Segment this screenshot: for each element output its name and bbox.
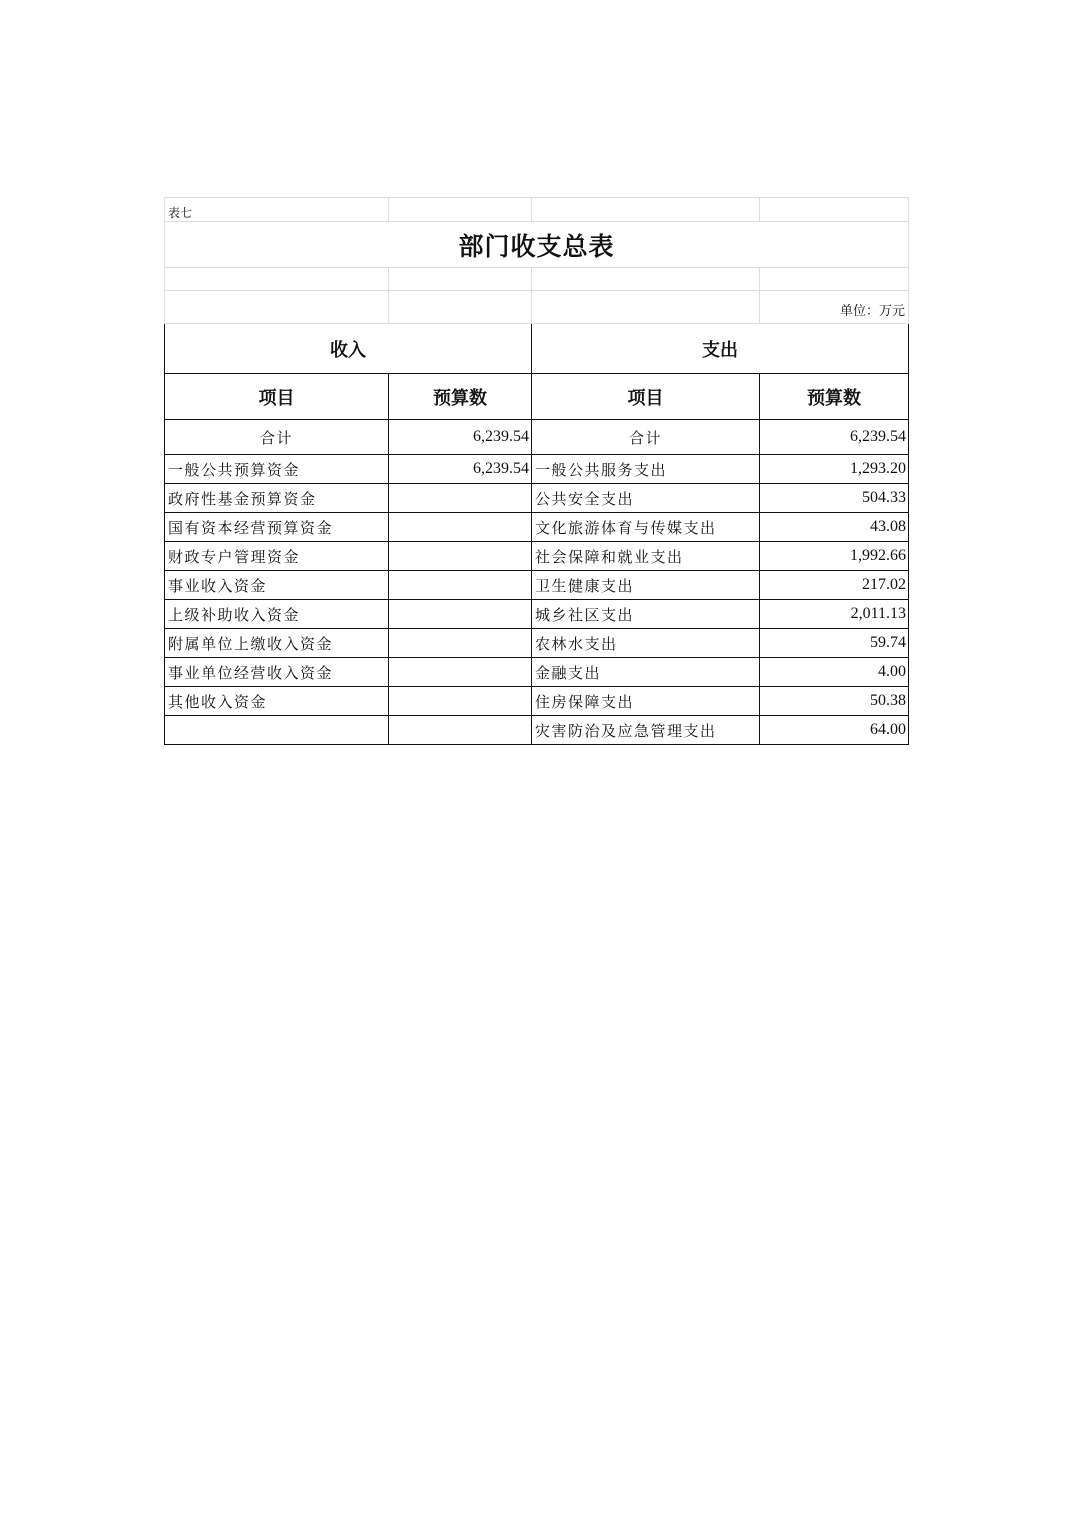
empty-cell [760,268,909,291]
income-item: 政府性基金预算资金 [165,484,389,513]
income-item: 上级补助收入资金 [165,600,389,629]
expense-total-label: 合计 [532,420,760,455]
income-item-header: 项目 [165,374,389,420]
unit-label: 单位：万元 [760,291,909,324]
table-row [165,687,909,716]
income-item: 国有资本经营预算资金 [165,513,389,542]
empty-cell [532,198,760,222]
expense-value: 2,011.13 [760,600,909,629]
expense-value: 1,293.20 [760,455,909,484]
empty-cell [389,291,532,324]
income-item: 一般公共预算资金 [165,455,389,484]
table-number: 表七 [165,198,389,222]
budget-sheet [164,197,908,745]
expense-value: 504.33 [760,484,909,513]
table-row [165,513,909,542]
income-item: 附属单位上缴收入资金 [165,629,389,658]
income-expense-table [164,197,909,745]
income-value [389,542,532,571]
expense-group-header: 支出 [532,324,909,374]
income-value [389,629,532,658]
income-budget-header: 预算数 [389,374,532,420]
expense-item: 一般公共服务支出 [532,455,760,484]
expense-item: 金融支出 [532,658,760,687]
expense-value: 4.00 [760,658,909,687]
expense-value: 64.00 [760,716,909,745]
income-value [389,600,532,629]
table-row [165,571,909,600]
expense-value: 217.02 [760,571,909,600]
income-value [389,513,532,542]
expense-item: 农林水支出 [532,629,760,658]
empty-cell [532,268,760,291]
expense-item: 灾害防治及应急管理支出 [532,716,760,745]
income-value [389,658,532,687]
table-row [165,455,909,484]
expense-item: 卫生健康支出 [532,571,760,600]
expense-total-value: 6,239.54 [760,420,909,455]
empty-cell [165,291,389,324]
expense-item: 城乡社区支出 [532,600,760,629]
income-item: 其他收入资金 [165,687,389,716]
expense-item: 社会保障和就业支出 [532,542,760,571]
expense-item: 住房保障支出 [532,687,760,716]
expense-item-header: 项目 [532,374,760,420]
empty-cell [389,198,532,222]
income-group-header: 收入 [165,324,532,374]
page-title: 部门收支总表 [165,222,909,268]
income-value [389,716,532,745]
expense-budget-header: 预算数 [760,374,909,420]
expense-value: 59.74 [760,629,909,658]
income-item: 事业收入资金 [165,571,389,600]
income-item: 事业单位经营收入资金 [165,658,389,687]
expense-item: 公共安全支出 [532,484,760,513]
expense-value: 1,992.66 [760,542,909,571]
income-value: 6,239.54 [389,455,532,484]
income-value [389,571,532,600]
table-row [165,484,909,513]
table-row [165,629,909,658]
empty-cell [165,268,389,291]
expense-value: 50.38 [760,687,909,716]
table-row [165,600,909,629]
income-total-value: 6,239.54 [389,420,532,455]
expense-item: 文化旅游体育与传媒支出 [532,513,760,542]
table-row [165,658,909,687]
empty-cell [532,291,760,324]
income-item [165,716,389,745]
income-value [389,687,532,716]
empty-cell [760,198,909,222]
table-row [165,542,909,571]
empty-cell [389,268,532,291]
income-item: 财政专户管理资金 [165,542,389,571]
expense-value: 43.08 [760,513,909,542]
income-value [389,484,532,513]
table-row [165,716,909,745]
income-total-label: 合计 [165,420,389,455]
